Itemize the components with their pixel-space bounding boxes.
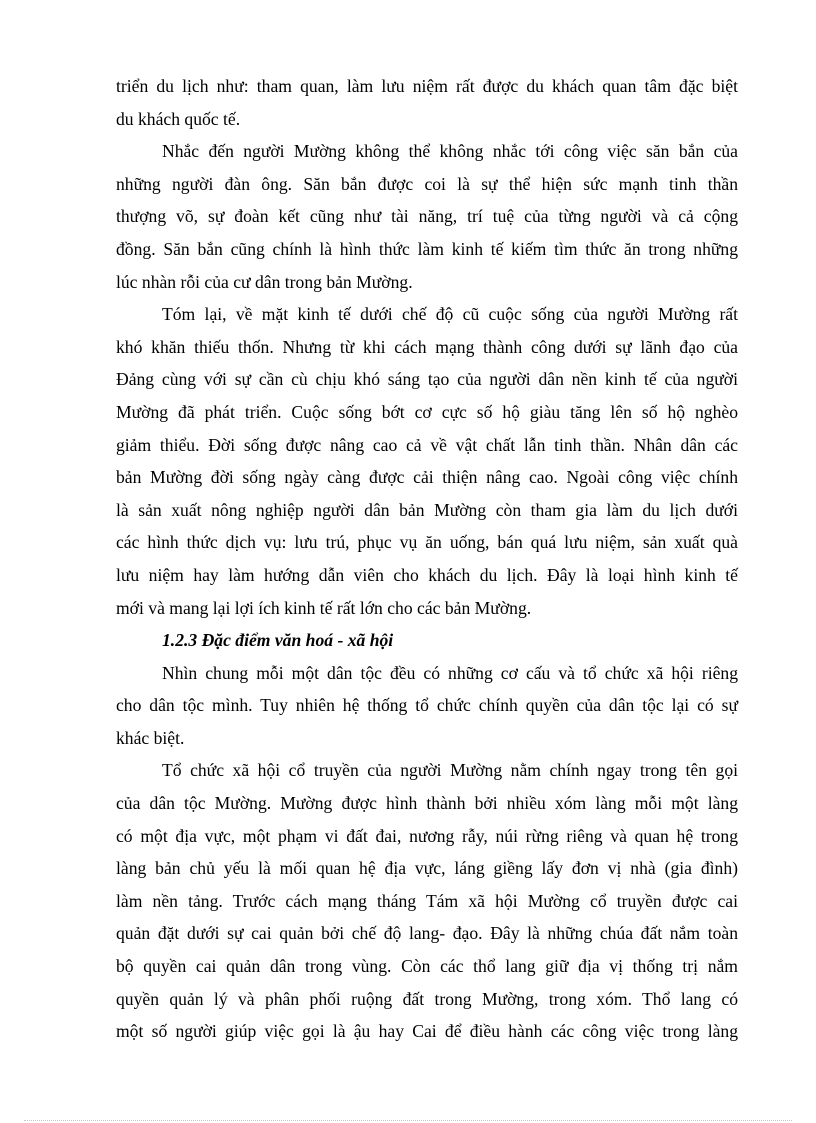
text-line: có một địa vực, một phạm vi đất đai, nương rẫy, núi rừng riêng và quan hệ trong <box>116 825 738 846</box>
text-line: đồng. Săn bắn cũng chính là hình thức làm kinh tế kiếm tìm thức ăn trong những <box>116 238 738 259</box>
paragraph <box>116 298 738 624</box>
text-line: Đảng cùng với sự cần cù chịu khó sáng tạo của người dân nền kinh tế của người <box>116 369 738 390</box>
text-line: cho dân tộc mình. Tuy nhiên hệ thống tổ chức chính quyền của dân tộc lại có sự <box>116 695 738 716</box>
text-line: là sản xuất nông nghiệp người dân bản Mường còn tham gia làm du lịch dưới <box>116 499 738 520</box>
text-line: Nhìn chung mỗi một dân tộc đều có những cơ cấu và tổ chức xã hội riêng <box>162 662 738 683</box>
paragraph <box>116 70 738 135</box>
text-line: làm nền tảng. Trước cách mạng tháng Tám xã hội Mường cổ truyền được cai <box>116 890 738 911</box>
text-line: Mường đã phát triển. Cuộc sống bớt cơ cực số hộ giàu tăng lên số hộ nghèo <box>116 401 738 422</box>
text-line: Tổ chức xã hội cổ truyền của người Mường nằm chính ngay trong tên gọi <box>162 760 738 781</box>
text-line: khác biệt. <box>116 727 185 748</box>
text-line: bản Mường đời sống ngày càng được cải thiện nâng cao. Ngoài công việc chính <box>116 467 738 488</box>
text-line: của dân tộc Mường. Mường được hình thành bởi nhiều xóm làng mỗi một làng <box>116 793 738 814</box>
text-line: giảm thiểu. Đời sống được nâng cao cả về vật chất lẫn tinh thần. Nhân dân các <box>116 434 738 455</box>
text-line: các hình thức dịch vụ: lưu trú, phục vụ ăn uống, bán quá lưu niệm, sản xuất quà <box>116 532 738 553</box>
text-line: Nhắc đến người Mường không thể không nhắc tới công việc săn bắn của <box>162 141 738 162</box>
section-heading: 1.2.3 Đặc điểm văn hoá - xã hội <box>162 630 394 651</box>
text-line: những người đàn ông. Săn bắn được coi là sự thể hiện sức mạnh tinh thần <box>116 173 738 194</box>
paragraph <box>116 135 738 298</box>
text-line: du khách quốc tế. <box>116 108 241 129</box>
page-bottom-rule <box>24 1120 792 1121</box>
text-line: triển du lịch như: tham quan, làm lưu niệm rất được du khách quan tâm đặc biệt <box>116 76 738 96</box>
paragraph <box>116 657 738 755</box>
text-line: mới và mang lại lợi ích kinh tế rất lớn cho các bản Mường. <box>116 597 532 618</box>
text-line: bộ quyền cai quản dân trong vùng. Còn các thổ lang giữ địa vị thống trị nắm <box>116 956 738 977</box>
text-line: lưu niệm hay làm hướng dẫn viên cho khách du lịch. Đây là loại hình kinh tế <box>116 564 738 585</box>
document-page <box>116 70 738 1048</box>
text-line: lúc nhàn rỗi của cư dân trong bản Mường. <box>116 271 413 292</box>
text-line: một số người giúp việc gọi là ậu hay Cai để điều hành các công việc trong làng <box>116 1021 738 1042</box>
text-line: Tóm lại, về mặt kinh tế dưới chế độ cũ cuộc sống của người Mường rất <box>162 304 738 325</box>
paragraph <box>116 754 738 1047</box>
text-line: thượng võ, sự đoàn kết cũng như tài năng, trí tuệ của từng người và cả cộng <box>116 206 738 227</box>
text-line: quyền quản lý và phân phối ruộng đất trong Mường, trong xóm. Thổ lang có <box>116 988 738 1009</box>
text-line: làng bản chủ yếu là mối quan hệ địa vực, láng giềng lấy đơn vị nhà (gia đình) <box>116 858 738 879</box>
text-line: quản đặt dưới sự cai quản bởi chế độ lang- đạo. Đây là những chúa đất nắm toàn <box>116 923 738 944</box>
text-line: khó khăn thiếu thốn. Nhưng từ khi cách mạng thành công dưới sự lãnh đạo của <box>116 336 738 357</box>
